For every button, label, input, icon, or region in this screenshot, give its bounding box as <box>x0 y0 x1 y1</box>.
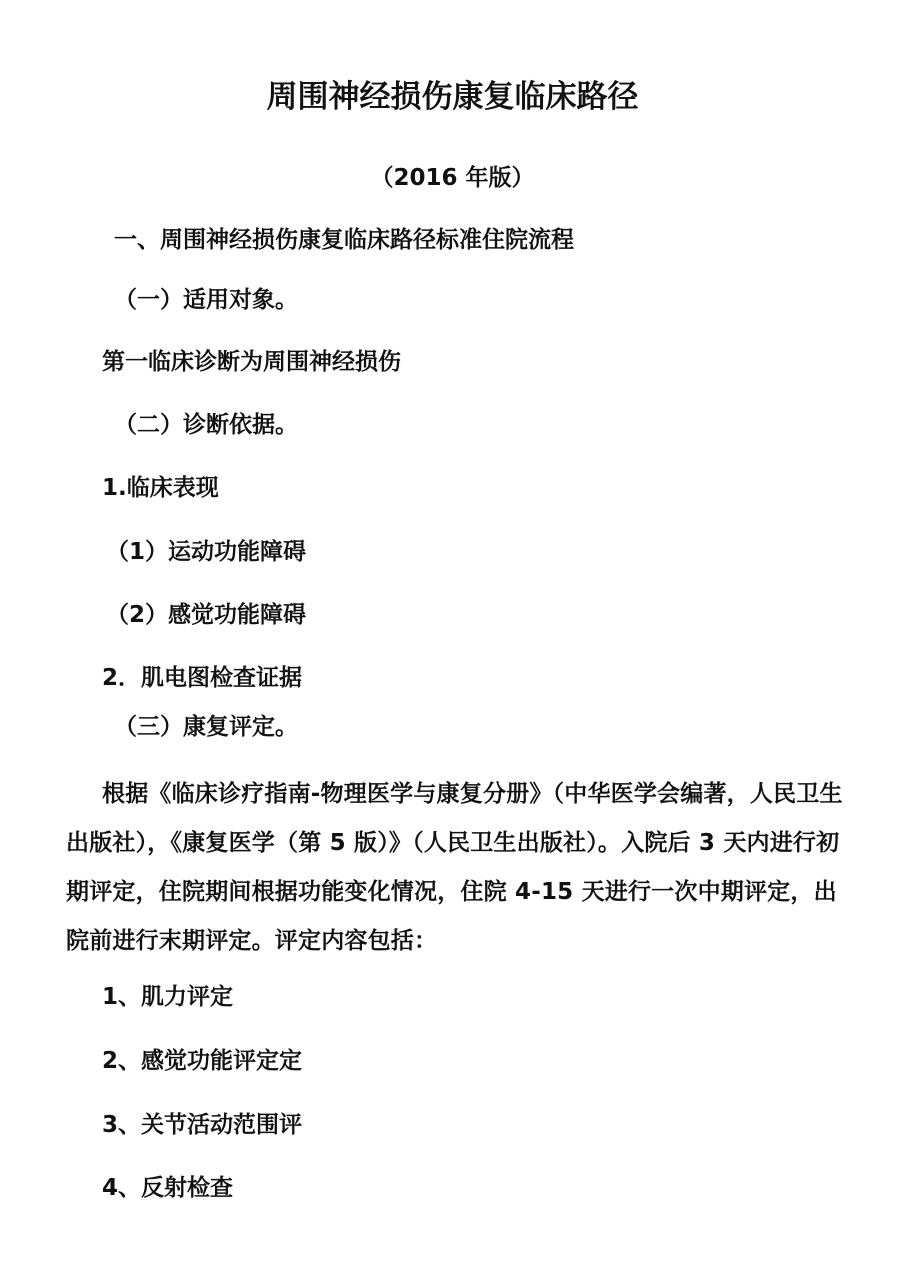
evaluation-paragraph: 根据《临床诊疗指南-物理医学与康复分册》（中华医学会编著，人民卫生出版社），《康复医学（第 5 版）》（人民卫生出版社）。入院后 3 天内进行初期评定，住院期间根据功能变化情况，住院 4-15 天进行一次中期评定，出院前进行末期评定。评定内容包括： <box>66 781 843 954</box>
subsection-heading-evaluation: （三）康复评定。 <box>114 714 298 740</box>
diagnosis-subitem-motor: （1）运动功能障碍 <box>106 539 307 565</box>
eval-item: 1、肌力评定 <box>102 984 234 1010</box>
document-subtitle: （2016 年版） <box>370 165 535 191</box>
diagnosis-item-emg: 2．肌电图检查证据 <box>102 665 303 691</box>
diagnosis-subitem-sensory: （2）感觉功能障碍 <box>106 602 307 628</box>
eval-item: 3、关节活动范围评 <box>102 1112 303 1138</box>
subsection-heading-applicable: （一）适用对象。 <box>114 287 298 313</box>
document-title: 周围神经损伤康复临床路径 <box>266 79 639 115</box>
diagnosis-item-clinical: 1.临床表现 <box>102 475 219 501</box>
eval-item: 2、感觉功能评定定 <box>102 1048 303 1074</box>
section-heading: 一、周围神经损伤康复临床路径标准住院流程 <box>114 227 574 253</box>
eval-item: 4、反射检查 <box>102 1175 234 1201</box>
subsection-heading-diagnosis: （二）诊断依据。 <box>114 412 298 438</box>
applicable-object-text: 第一临床诊断为周围神经损伤 <box>102 349 401 375</box>
